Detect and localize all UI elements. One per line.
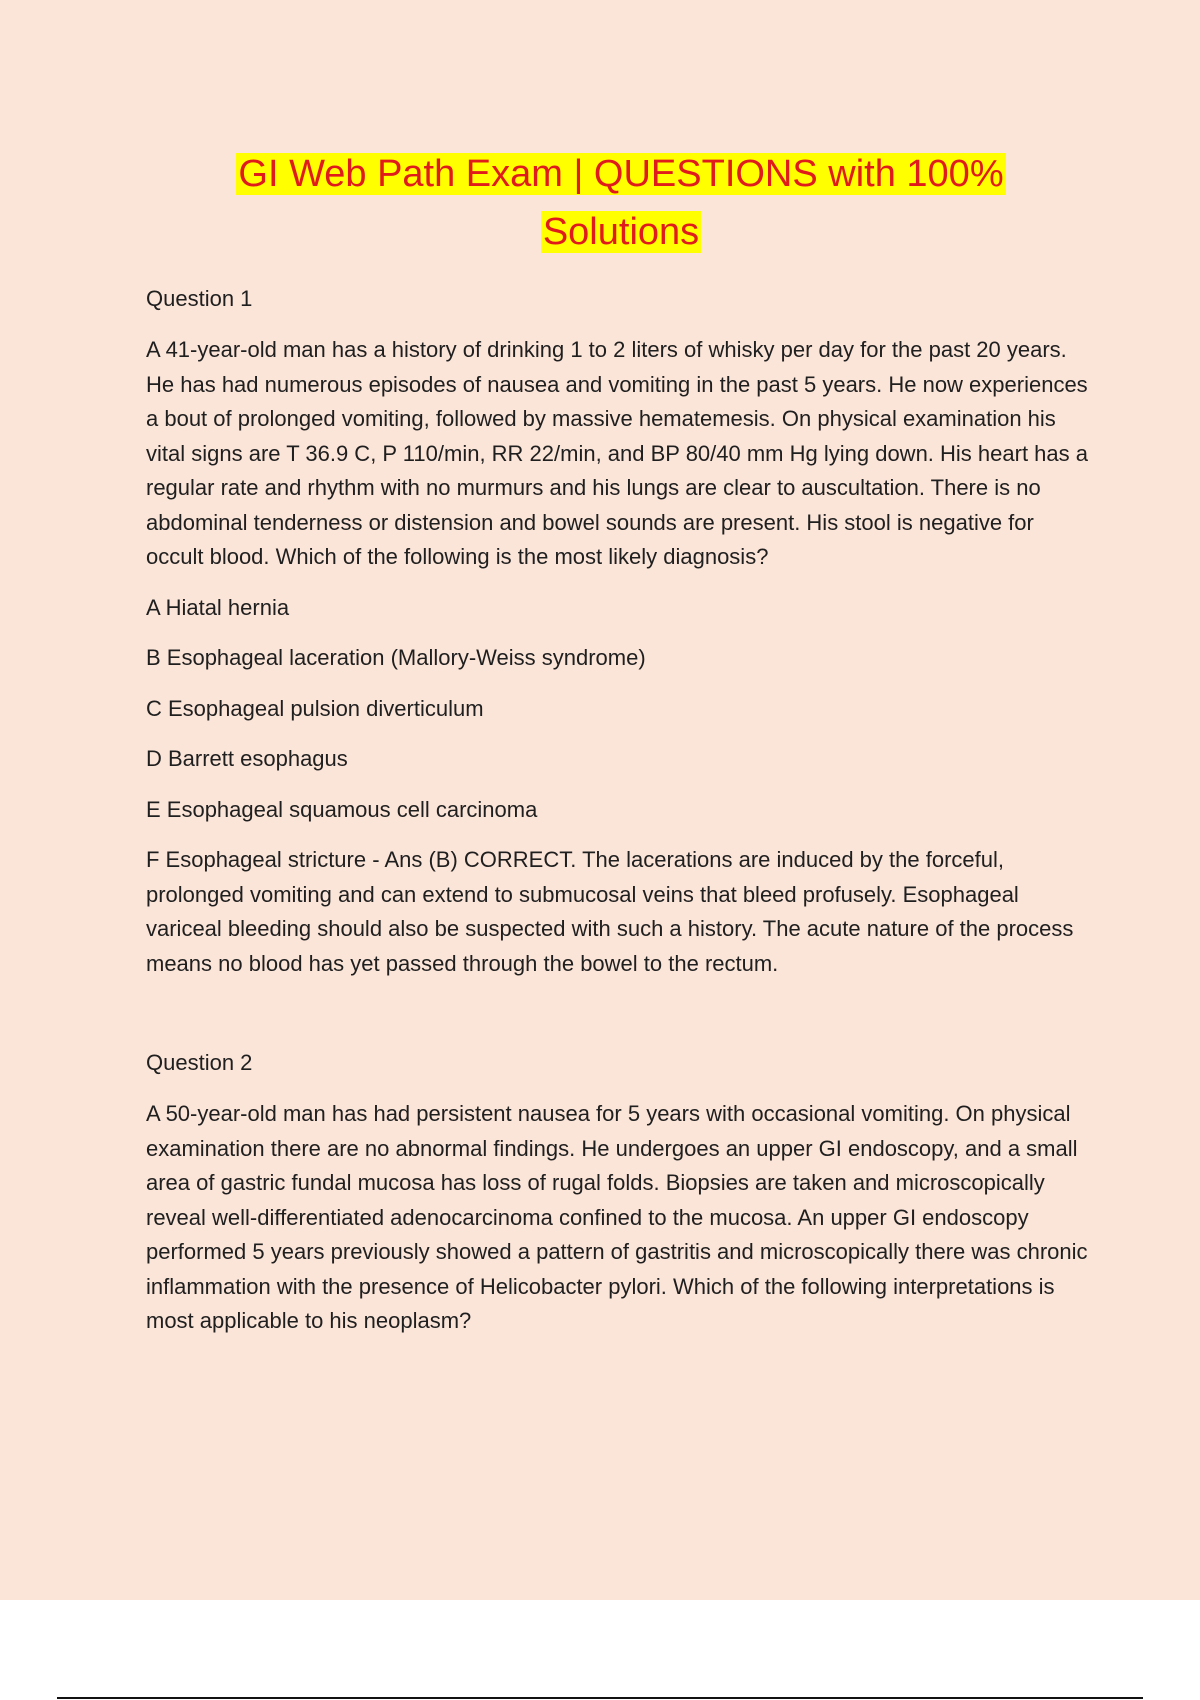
question-2-label: Question 2 — [146, 1050, 253, 1075]
question-1-option-a: A Hiatal hernia — [146, 594, 290, 620]
question-1-option-b: B Esophageal laceration (Mallory-Weiss syndrome) — [146, 645, 646, 670]
question-2 — [146, 1047, 1096, 1339]
document-content — [146, 145, 1096, 1355]
title-line-1: GI Web Path Exam | QUESTIONS with 100% — [238, 153, 1004, 195]
question-1-option-c: C Esophageal pulsion diverticulum — [146, 695, 484, 721]
question-1 — [146, 283, 1096, 981]
question-1-option-d: D Barrett esophagus — [146, 746, 348, 771]
question-spacer — [146, 997, 1096, 1047]
question-1-option-e: E Esophageal squamous cell carcinoma — [146, 796, 538, 822]
question-1-label: Question 1 — [146, 286, 253, 311]
question-1-stem: A 41-year-old man has a history of drinking 1 to 2 liters of whisky per day for the past 20 years. He has had numerous episodes of nausea and vomiting in the past 5 years. He now experiences a bout of prolonged vomiting, followed by massive hematemesis. On physical examination his vital signs are T 36.9 C, P 110/min, RR 22/min, and BP 80/40 mm Hg lying down. His heart has a regular rate and rhythm with no murmurs and his lungs are clear to auscultation. There is no abdominal tenderness or distension and bowel sounds are present. His stool is negative for occult blood. Which of the following is the most likely diagnosis? — [146, 337, 1088, 569]
question-1-option-f-answer: F Esophageal stricture - Ans (B) CORRECT. The lacerations are induced by the forceful, prolonged vomiting and can extend to submucosal veins that bleed profusely. Esophageal variceal bleeding should also be suspected with such a history. The acute nature of the process means no blood has yet passed through the bowel to the rectum. — [146, 847, 1074, 976]
question-2-stem: A 50-year-old man has had persistent nausea for 5 years with occasional vomiting. On physical examination there are no abnormal findings. He undergoes an upper GI endoscopy, and a small area of gastric fundal mucosa has loss of rugal folds. Biopsies are taken and microscopically reveal well-differentiated adenocarcinoma confined to the mucosa. An upper GI endoscopy performed 5 years previously showed a pattern of gastritis and microscopically there was chronic inflammation with the presence of Helicobacter pylori. Which of the following interpretations is most applicable to his neoplasm? — [146, 1101, 1088, 1333]
footer-divider — [57, 1697, 1143, 1699]
title-line-2: Solutions — [542, 211, 700, 253]
document-title — [146, 145, 1096, 261]
